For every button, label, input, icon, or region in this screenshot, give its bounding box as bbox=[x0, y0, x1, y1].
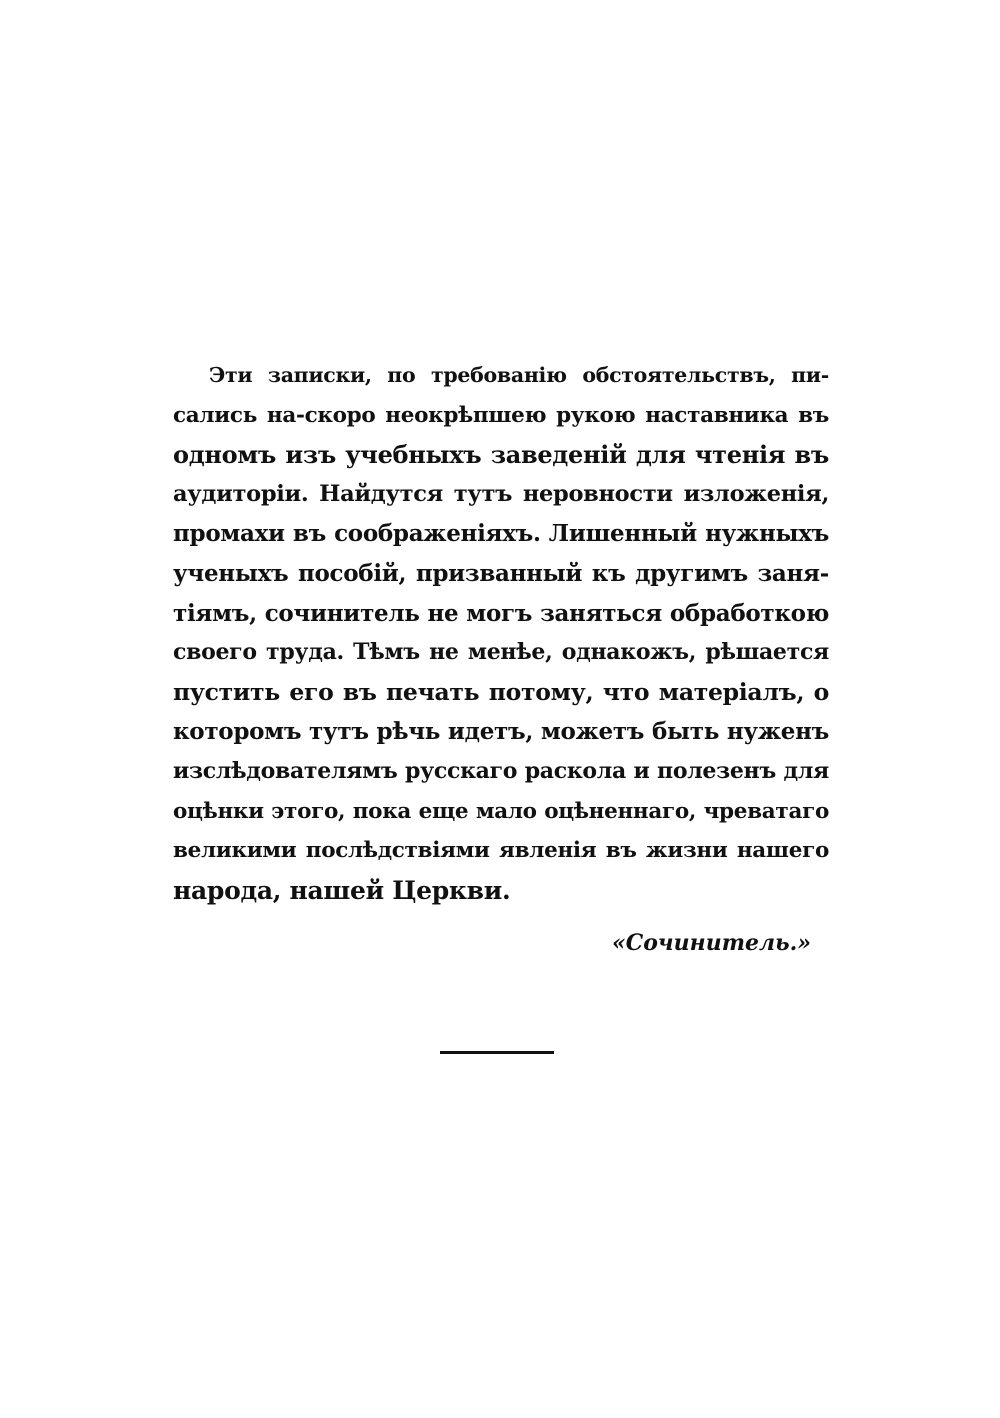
preface-line: народа, нашей Церкви. bbox=[173, 875, 511, 905]
preface-line: великими послѣдствіями явленія въ жизни нашего bbox=[173, 838, 829, 864]
closing-rule bbox=[440, 1051, 554, 1054]
preface-line: изслѣдователямъ русскаго раскола и полезенъ для bbox=[173, 757, 829, 784]
preface-line: одномъ изъ учебныхъ заведеній для чтенія въ bbox=[173, 440, 829, 470]
preface-line: своего труда. Тѣмъ не менѣе, однакожъ, рѣшается bbox=[173, 639, 829, 666]
preface-line: аудиторіи. Найдутся тутъ неровности изложенія, bbox=[173, 480, 829, 507]
preface-line: сались на-скоро неокрѣпшею рукою наставника въ bbox=[173, 402, 829, 428]
preface-line: пустить его въ печать потому, что матеріалъ, о bbox=[173, 677, 829, 706]
preface-line: оцѣнки этого, пока еще мало оцѣненнаго, чреватаго bbox=[173, 798, 829, 824]
author-signature: «Сочинитель.» bbox=[612, 930, 811, 956]
preface-line: тіямъ, сочинитель не могъ заняться обработкою bbox=[173, 599, 829, 627]
preface-line: которомъ тутъ рѣчь идетъ, можетъ быть нуженъ bbox=[173, 718, 829, 746]
preface-paragraph bbox=[173, 356, 829, 910]
preface-line: Эти записки, по требованію обстоятельствъ, пи- bbox=[209, 363, 829, 387]
preface-line: ученыхъ пособій, призванный къ другимъ заня- bbox=[173, 559, 829, 587]
preface-line: промахи въ соображеніяхъ. Лишенный нужныхъ bbox=[173, 520, 829, 548]
